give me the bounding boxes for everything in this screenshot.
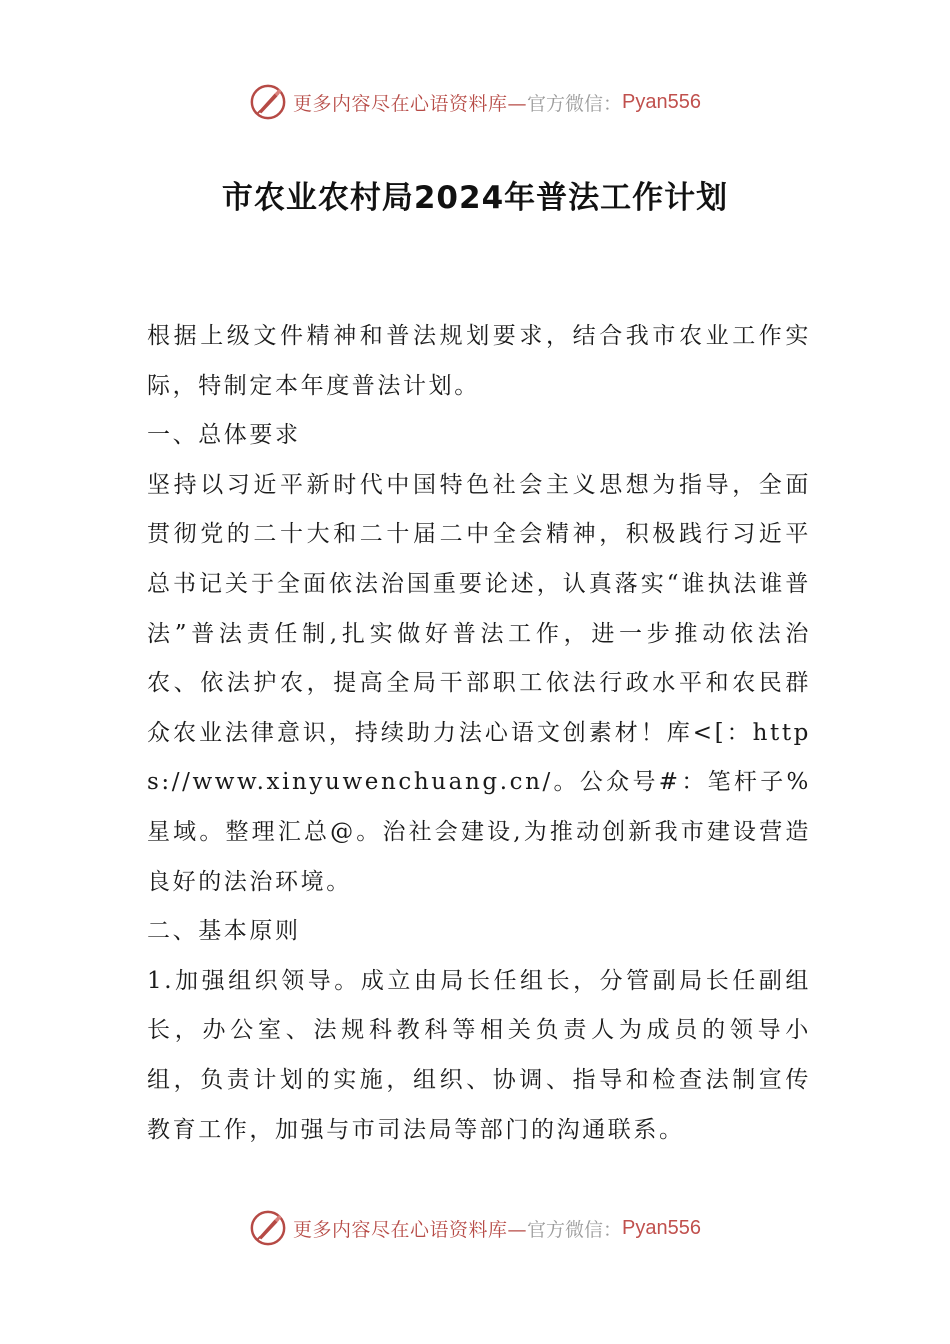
banner-wechat-id: Pyan556 xyxy=(622,1216,701,1239)
document-title: 市农业农村局2024年普法工作计划 xyxy=(221,180,729,216)
section-heading-basic-principles: 二、基本原则 xyxy=(147,918,301,945)
banner-wechat-label: 官方微信： xyxy=(527,1218,623,1241)
header-banner xyxy=(0,80,950,124)
banner-text: 更多内容尽在心语资料库— xyxy=(293,1218,528,1241)
banner-wechat-id: Pyan556 xyxy=(622,90,701,113)
paragraph-general-requirements: 坚持以习近平新时代中国特色社会主义思想为指导，全面贯彻党的二十大和二十届二中全会精神，积极践行习近平总书记关于全面依法治国重要论述，认真落实“谁执法谁普法”普法责任制,扎实做好普法工作，进一步推动依法治农、依法护农，提高全局干部职工依法行政水平和农民群众农业法律意识，持续助力法心语文创素材！库<[：https://www.xinyuwenchuang.cn/。公众号#：笔杆子%星域。整理汇总@。治社会建设,为推动创新我市建设营造良好的法治环境。 xyxy=(147,471,811,895)
section-heading-general-requirements: 一、总体要求 xyxy=(147,422,301,449)
quill-pen-logo-icon xyxy=(249,1209,287,1247)
banner-wechat-label: 官方微信： xyxy=(527,92,623,115)
footer-banner xyxy=(0,1206,950,1250)
paragraph-organization-leadership: 1.加强组织领导。成立由局长任组长，分管副局长任副组长，办公室、法规科教科等相关负责人为成员的领导小组，负责计划的实施，组织、协调、指导和检查法制宣传教育工作，加强与市司法局等部门的沟通联系。 xyxy=(147,967,811,1143)
quill-pen-logo-icon xyxy=(249,83,287,121)
document-body xyxy=(147,312,811,1155)
banner-text: 更多内容尽在心语资料库— xyxy=(293,92,528,115)
paragraph-intro: 根据上级文件精神和普法规划要求，结合我市农业工作实际，特制定本年度普法计划。 xyxy=(147,323,811,399)
